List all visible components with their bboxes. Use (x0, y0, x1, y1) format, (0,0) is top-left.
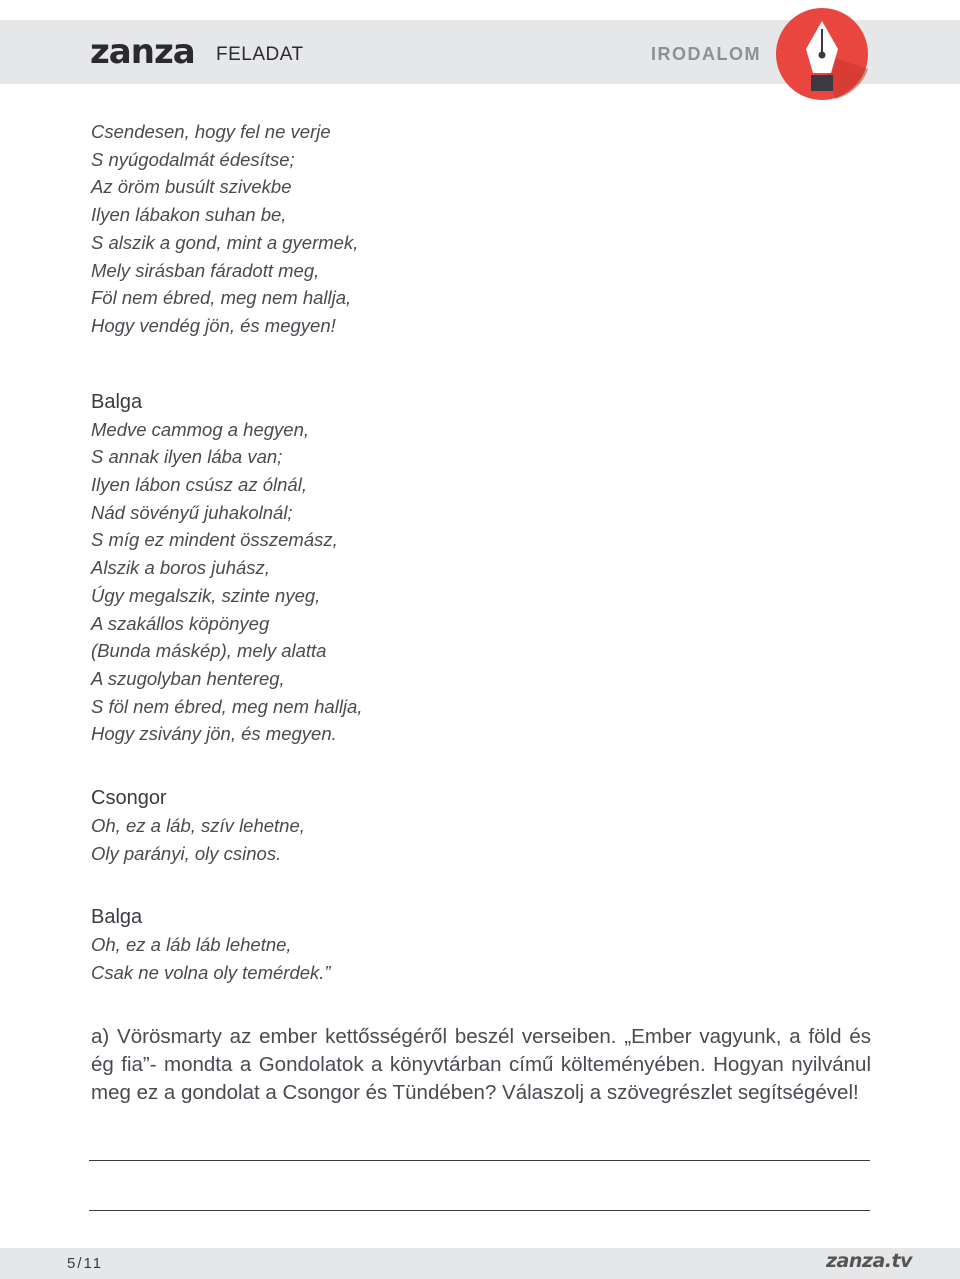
poem-line: Hogy zsivány jön, és megyen. (91, 723, 337, 745)
poem-line: Föl nem ébred, meg nem hallja, (91, 287, 352, 309)
speaker-name: Balga (91, 390, 143, 413)
poem-line: Az öröm busúlt szivekbe (91, 176, 292, 198)
poem-line: (Bunda máskép), mely alatta (91, 640, 327, 662)
poem-stanza (91, 388, 871, 748)
page-number: 5/11 (67, 1255, 104, 1272)
header-label: FELADAT (216, 44, 304, 65)
footer-bar (0, 1248, 960, 1279)
zanza-tv-logo: zanza.tv (826, 1250, 912, 1272)
poem-line: Ilyen lábon csúsz az ólnál, (91, 474, 307, 496)
fountain-pen-icon (775, 7, 869, 101)
poem-line: Mely sirásban fáradott meg, (91, 259, 320, 281)
poem-line: Ilyen lábakon suhan be, (91, 204, 287, 226)
poem-line: S föl nem ébred, meg nem hallja, (91, 695, 363, 717)
poem-line: S nyúgodalmát édesítse; (91, 148, 295, 170)
poem-line: Oly parányi, oly csinos. (91, 842, 282, 864)
poem-line: Oh, ez a láb láb lehetne, (91, 934, 292, 956)
answer-line[interactable] (89, 1160, 870, 1161)
zanza-logo: zanza (90, 32, 195, 72)
poem-line: Medve cammog a hegyen, (91, 418, 310, 440)
answer-line[interactable] (89, 1210, 870, 1211)
poem-line: Úgy megalszik, szinte nyeg, (91, 584, 321, 606)
poem-line: Csak ne volna oly temérdek.” (91, 962, 331, 984)
poem-line: Alszik a boros juhász, (91, 557, 270, 579)
poem-stanza (91, 903, 871, 986)
poem-stanza (91, 784, 871, 867)
poem-line: S annak ilyen lába van; (91, 446, 283, 468)
text-content (91, 118, 871, 1107)
poem-line: S míg ez mindent összemász, (91, 529, 338, 551)
poem-line: Hogy vendég jön, és megyen! (91, 314, 336, 336)
subject-title: IRODALOM (651, 44, 761, 64)
poem-line: A szakállos köpönyeg (91, 612, 270, 634)
poem-line: S alszik a gond, mint a gyermek, (91, 231, 359, 253)
task-question: a) Vörösmarty az ember kettősségéről beszél verseiben. „Ember vagyunk, a föld és ég fia”- mondta a Gondolatok a könyvtárban című költeményében. Hogyan nyilvánul meg ez a gondolat a Csongor és Tündében? Válaszolj a szövegrészlet segítségével! (91, 1024, 871, 1104)
poem-line: Csendesen, hogy fel ne verje (91, 121, 331, 142)
speaker-name: Balga (91, 906, 143, 929)
poem-stanza (91, 118, 871, 340)
poem-line: Oh, ez a láb, szív lehetne, (91, 815, 305, 837)
speaker-name: Csongor (91, 787, 167, 810)
poem-line: A szugolyban hentereg, (91, 667, 285, 689)
poem-line: Nád sövényű juhakolnál; (91, 501, 293, 523)
